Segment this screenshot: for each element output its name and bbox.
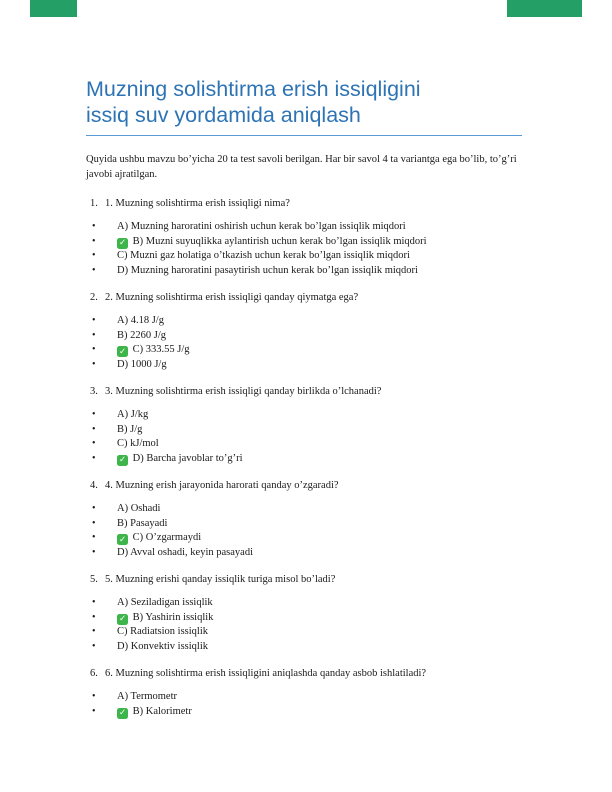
bullet-icon: •: [92, 546, 96, 558]
bullet-icon: •: [92, 640, 96, 652]
bullet-icon: •: [92, 452, 96, 464]
question-row: [86, 572, 522, 587]
option-text: D) Avval oshadi, keyin pasayadi: [117, 546, 253, 558]
option-text-wrap: [117, 220, 522, 235]
option-text-wrap: [117, 640, 522, 655]
option-text: B) Yashirin issiqlik: [132, 611, 214, 623]
answer-option: [86, 329, 522, 344]
answer-option: [86, 408, 522, 423]
question-number: 1.: [90, 198, 98, 209]
checkmark-icon: ✓: [118, 238, 127, 248]
question-text: 2. Muzning solishtirma erish issiqligi qanday qiymatga ega?: [105, 292, 359, 303]
option-text-wrap: [117, 264, 522, 279]
option-text-wrap: [117, 249, 522, 264]
question-number: 4.: [90, 480, 98, 491]
header-accent-bar-left: [30, 0, 77, 17]
question-number: 6.: [90, 668, 98, 679]
option-text-wrap: [117, 690, 522, 705]
option-text-wrap: [117, 314, 522, 329]
option-text: B) Pasayadi: [117, 517, 168, 529]
bullet-icon: •: [92, 517, 96, 529]
answer-option: [86, 546, 522, 561]
checkmark-icon: ✓: [118, 534, 127, 545]
option-text: C) kJ/mol: [117, 438, 159, 449]
option-text-wrap: [117, 596, 522, 611]
answer-option: [86, 452, 522, 467]
bullet-icon: •: [92, 626, 96, 637]
bullet-icon: •: [92, 250, 96, 261]
option-text-wrap: [117, 611, 522, 626]
question-row: [86, 196, 522, 211]
option-text: A) Muzning haroratini oshirish uchun kerak bo’lgan issiqlik miqdori: [117, 221, 406, 232]
option-text-wrap: [117, 705, 522, 720]
bullet-icon: •: [92, 344, 96, 355]
question-row: [86, 384, 522, 399]
bullet-icon: •: [92, 409, 96, 420]
bullet-icon: •: [92, 329, 96, 341]
page-title-line1: Muzning solishtirma erish issiqligini: [86, 77, 421, 101]
intro-paragraph: Quyida ushbu mavzu bo’yicha 20 ta test savoli berilgan. Har bir savol 4 ta variantga ega bo’lib, to’g’ri javobi ajratilgan.: [86, 154, 517, 180]
option-text-wrap: [117, 546, 522, 561]
answer-option: [86, 358, 522, 373]
question-block: [86, 666, 522, 719]
question-number: 3.: [90, 386, 98, 397]
answer-option: [86, 314, 522, 329]
bullet-icon: •: [92, 503, 96, 514]
answer-option: [86, 264, 522, 279]
page-title-line2: issiq suv yordamida aniqlash: [86, 103, 361, 127]
header-accent-bar-right: [507, 0, 582, 17]
option-text: B) Kalorimetr: [132, 705, 192, 717]
answer-option: [86, 517, 522, 532]
question-text: 3. Muzning solishtirma erish issiqligi qanday birlikda o’lchanadi?: [105, 386, 382, 397]
answer-option: [86, 625, 522, 640]
option-text: C) Muzni gaz holatiga o’tkazish uchun kerak bo’lgan issiqlik miqdori: [117, 250, 410, 261]
question-text: 6. Muzning solishtirma erish issiqligini aniqlashda qanday asbob ishlatiladi?: [105, 668, 427, 679]
answer-option: [86, 705, 522, 720]
bullet-icon: •: [92, 423, 96, 435]
option-text: D) Muzning haroratini pasaytirish uchun kerak bo’lgan issiqlik miqdori: [117, 264, 418, 276]
question-block: [86, 478, 522, 560]
answer-option: [86, 611, 522, 626]
answer-option: [86, 249, 522, 264]
option-text-wrap: [117, 408, 522, 423]
option-text: C) O’zgarmaydi: [132, 532, 202, 543]
question-text: 4. Muzning erish jarayonida harorati qanday o’zgaradi?: [105, 480, 339, 491]
option-text: D) Konvektiv issiqlik: [117, 640, 208, 652]
answer-option: [86, 531, 522, 546]
answer-option: [86, 502, 522, 517]
option-text-wrap: [117, 502, 522, 517]
question-text: 1. Muzning solishtirma erish issiqligi nima?: [105, 198, 290, 209]
bullet-icon: •: [92, 264, 96, 276]
answer-option: [86, 220, 522, 235]
question-number: 2.: [90, 292, 98, 303]
answer-option: [86, 640, 522, 655]
option-text: D) 1000 J/g: [117, 358, 167, 370]
question-block: [86, 572, 522, 654]
option-text: B) J/g: [117, 423, 143, 435]
bullet-icon: •: [92, 315, 96, 326]
bullet-icon: •: [92, 597, 96, 608]
option-text: A) Seziladigan issiqlik: [117, 597, 213, 608]
bullet-icon: •: [92, 438, 96, 449]
option-text: A) Oshadi: [117, 503, 161, 514]
checkmark-icon: ✓: [118, 346, 127, 357]
answer-option: [86, 690, 522, 705]
question-number: 5.: [90, 574, 98, 585]
option-text-wrap: [117, 437, 522, 452]
bullet-icon: •: [92, 221, 96, 232]
option-text-wrap: [117, 329, 522, 344]
question-block: [86, 196, 522, 278]
bullet-icon: •: [92, 235, 96, 247]
bullet-icon: •: [92, 358, 96, 370]
option-text-wrap: [117, 423, 522, 438]
checkmark-icon: ✓: [118, 614, 127, 624]
checkmark-icon: ✓: [118, 455, 127, 465]
option-text: C) 333.55 J/g: [132, 344, 190, 355]
option-text-wrap: [117, 343, 522, 358]
bullet-icon: •: [92, 611, 96, 623]
option-text: A) J/kg: [117, 409, 149, 420]
page-title: [86, 76, 522, 136]
option-text: A) 4.18 J/g: [117, 315, 164, 326]
question-row: [86, 666, 522, 681]
question-text: 5. Muzning erishi qanday issiqlik turiga misol bo’ladi?: [105, 574, 336, 585]
questions-list: [86, 196, 522, 719]
option-text: B) 2260 J/g: [117, 329, 167, 341]
option-text-wrap: [117, 452, 522, 467]
option-text: B) Muzni suyuqlikka aylantirish uchun kerak bo’lgan issiqlik miqdori: [132, 235, 427, 247]
checkmark-icon: ✓: [118, 708, 127, 718]
answer-option: [86, 423, 522, 438]
bullet-icon: •: [92, 705, 96, 717]
question-row: [86, 290, 522, 305]
option-text-wrap: [117, 531, 522, 546]
option-text-wrap: [117, 625, 522, 640]
bullet-icon: •: [92, 532, 96, 543]
answer-option: [86, 343, 522, 358]
question-row: [86, 478, 522, 493]
answer-option: [86, 596, 522, 611]
bullet-icon: •: [92, 691, 96, 702]
option-text: D) Barcha javoblar to’g’ri: [132, 452, 243, 464]
answer-option: [86, 235, 522, 250]
answer-option: [86, 437, 522, 452]
document-content: [86, 76, 522, 721]
question-block: [86, 384, 522, 466]
option-text-wrap: [117, 358, 522, 373]
option-text: C) Radiatsion issiqlik: [117, 626, 209, 637]
option-text: A) Termometr: [117, 691, 178, 702]
question-block: [86, 290, 522, 372]
option-text-wrap: [117, 517, 522, 532]
option-text-wrap: [117, 235, 522, 250]
